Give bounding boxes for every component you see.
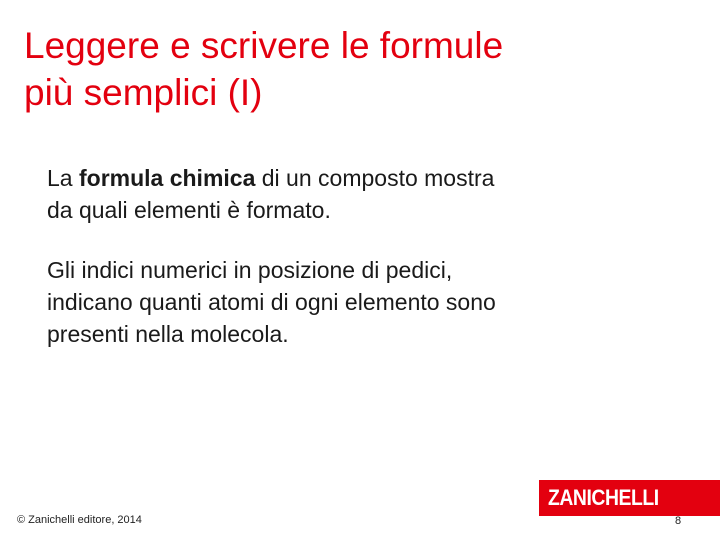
paragraph-indices [47,254,667,350]
paragraph-1-line-2: da quali elementi è formato. [47,197,331,223]
title-line-1: Leggere e scrivere le formule [24,25,504,66]
copyright-notice: © Zanichelli editore, 2014 [17,514,142,526]
paragraph-1-line-1 [47,162,667,194]
paragraph-1-pre: La [47,165,79,191]
paragraph-1-post: di un composto mostra [255,165,495,191]
zanichelli-logo [539,480,720,516]
slide-title [24,22,684,116]
paragraph-2-line-3: presenti nella molecola. [47,321,289,347]
paragraph-2-line-1: Gli indici numerici in posizione di pedici, [47,257,453,283]
paragraph-2-line-2: indicano quanti atomi di ogni elemento sono [47,289,496,315]
paragraph-formula-definition [47,162,667,226]
logo-text: ZANICHELLI [548,485,659,510]
bold-term: formula chimica [78,165,256,191]
page-number: 8 [675,515,682,527]
title-line-2: più semplici (I) [24,72,263,113]
